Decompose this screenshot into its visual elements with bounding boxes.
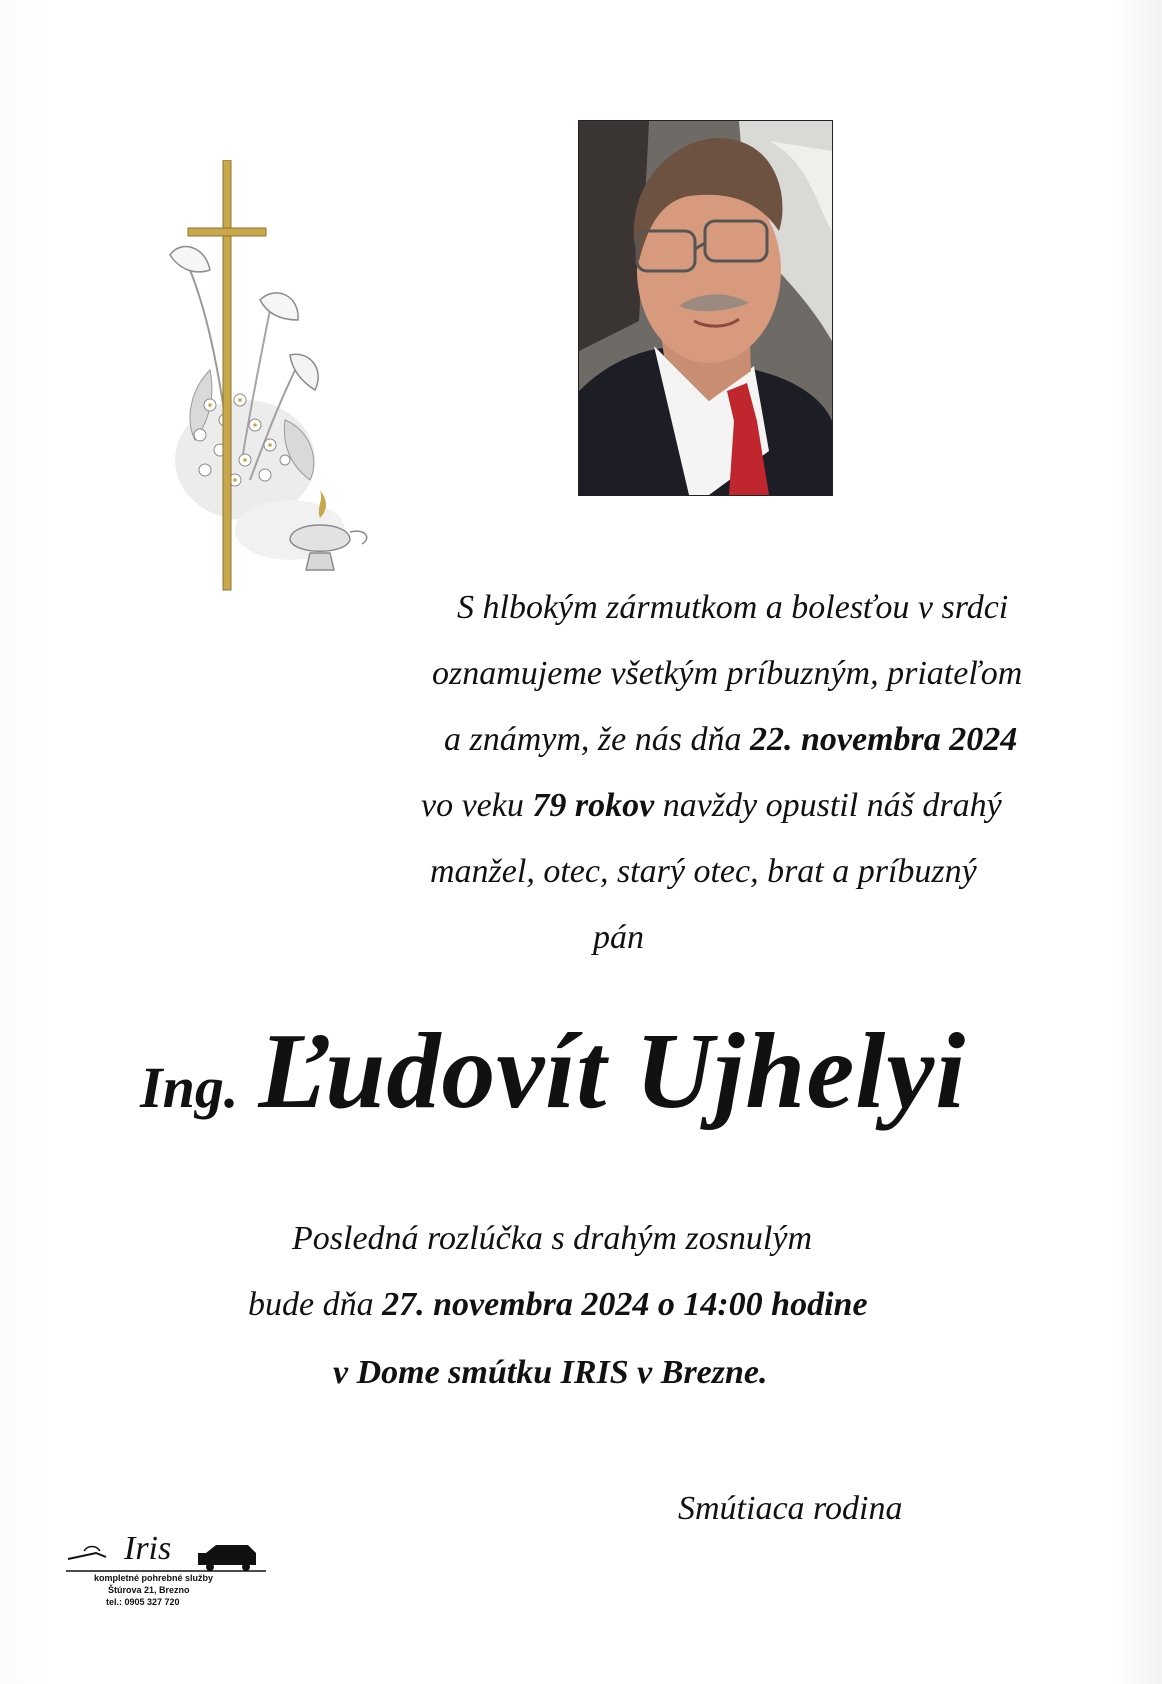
age-suffix: navždy opustil náš drahý	[654, 787, 1002, 824]
announcement-line-4	[400, 773, 1140, 839]
logo-address: Štúrova 21, Brezno	[108, 1585, 190, 1595]
name-full: Ľudovít Ujhelyi	[258, 1012, 967, 1131]
cross-with-lilies-icon	[150, 160, 380, 620]
logo-brand: Iris	[124, 1530, 172, 1567]
funeral-home-logo	[66, 1530, 266, 1615]
signature: Smútiaca rodina	[678, 1490, 903, 1527]
logo-tagline: kompletné pohrebné služby	[94, 1573, 214, 1583]
announcement-line-1: S hlbokým zármutkom a bolesťou v srdci	[457, 589, 1009, 626]
name-prefix: Ing.	[140, 1055, 239, 1120]
farewell-line-2-text: bude dňa	[248, 1286, 383, 1323]
announcement-line-3-text: a známym, že nás dňa	[444, 721, 750, 758]
age-prefix: vo veku	[421, 787, 533, 824]
death-date: 22. novembra 2024	[749, 721, 1018, 758]
funeral-datetime: 27. novembra 2024 o 14:00 hodine	[382, 1286, 868, 1323]
announcement-line-6: pán	[593, 919, 644, 956]
announcement-line-5: manžel, otec, starý otec, brat a príbuzný	[430, 853, 977, 890]
announcement-text	[400, 575, 1140, 971]
announcement-line-3	[400, 707, 1140, 773]
farewell-line-3: v Dome smútku IRIS v Brezne.	[333, 1354, 768, 1391]
farewell-line-2	[248, 1286, 868, 1324]
announcement-line-2: oznamujeme všetkým príbuzným, priateľom	[432, 655, 1023, 692]
logo-phone: tel.: 0905 327 720	[106, 1597, 180, 1607]
age: 79 rokov	[532, 787, 655, 824]
portrait-photo	[578, 120, 833, 496]
deceased-name	[140, 1010, 1100, 1134]
farewell-line-1: Posledná rozlúčka s drahým zosnulým	[292, 1220, 813, 1257]
